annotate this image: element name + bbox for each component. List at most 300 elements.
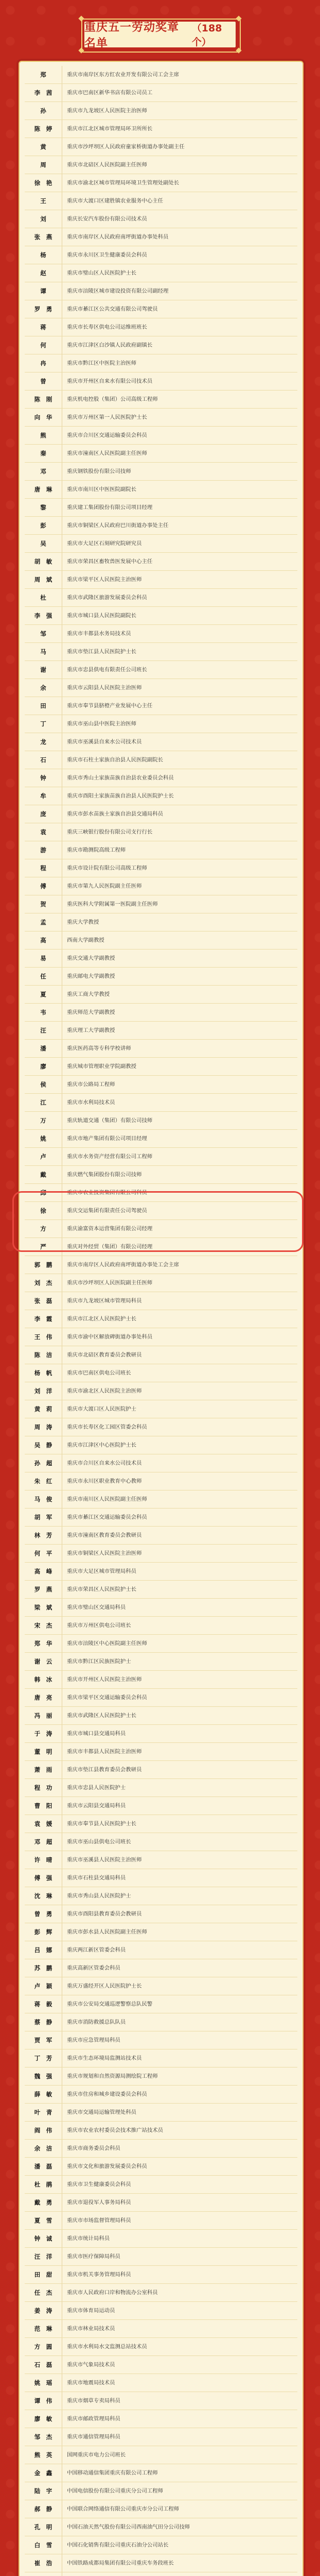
awardee-name: 程 — [25, 859, 62, 877]
list-item — [25, 1653, 297, 1671]
list-item — [25, 1058, 297, 1076]
awardee-organization: 重庆市忠县人民医院护士 — [67, 1784, 126, 1791]
awardee-name: 戴 勇 — [25, 2194, 62, 2211]
awardee-organization: 重庆市九龙坡区城市管理局科员 — [67, 1297, 142, 1304]
awardee-organization: 重庆市涪陵区中心医院副主任医师 — [67, 1640, 147, 1647]
awardee-organization: 重庆市大渡口区建胜镇农业服务中心主任 — [67, 197, 164, 204]
awardee-organization: 重庆市酉阳县教育委员会教研员 — [67, 1910, 142, 1917]
list-item — [25, 1689, 297, 1707]
list-item — [25, 1040, 297, 1058]
awardee-organization: 重庆市南岸区人民政府南坪街道办事处工会主席 — [67, 1261, 180, 1268]
list-item — [25, 950, 297, 968]
awardee-name: 朱 红 — [25, 1472, 62, 1490]
awardee-organization: 重庆理工大学副教授 — [67, 1027, 115, 1033]
awardee-name: 周 斌 — [25, 571, 62, 588]
awardee-organization: 重庆市退役军人事务局科员 — [67, 2199, 131, 2206]
awardee-name: 孟 — [25, 913, 62, 931]
awardee-name: 孔 明 — [25, 2518, 62, 2536]
awardee-name: 郑 华 — [25, 1635, 62, 1652]
awardee-organization: 西南大学副教授 — [67, 937, 104, 943]
list-item — [25, 1959, 297, 1977]
awardee-organization: 重庆师范大学副教授 — [67, 1009, 115, 1015]
list-item — [25, 427, 297, 445]
awardee-name: 刘 — [25, 210, 62, 228]
awardee-name: 程 功 — [25, 1779, 62, 1797]
awardee-organization: 重庆市黔江区民族医院护士 — [67, 1658, 131, 1665]
list-item — [25, 246, 297, 264]
list-item — [25, 1130, 297, 1148]
awardee-name: 韩 冰 — [25, 1671, 62, 1688]
awardee-name: 郝 静 — [25, 2500, 62, 2518]
awardee-name: 范 琳 — [25, 2320, 62, 2337]
awardee-organization: 重庆万盛经开区人民医院护士长 — [67, 1982, 142, 1989]
list-item — [25, 841, 297, 859]
awardee-name: 田 — [25, 697, 62, 715]
awardee-name: 张 燕 — [25, 228, 62, 246]
list-item — [25, 1617, 297, 1635]
awardee-name: 冉 — [25, 354, 62, 372]
list-item — [25, 409, 297, 427]
awardee-organization: 重庆市邮政管理局科员 — [67, 2415, 120, 2422]
awardee-name: 方 — [25, 1220, 62, 1238]
list-item — [25, 2536, 297, 2554]
list-item — [25, 174, 297, 192]
awardee-organization: 重庆市大足区城市管理局科员 — [67, 1568, 137, 1574]
list-item — [25, 553, 297, 571]
awardee-organization: 重庆市城口县交通局科员 — [67, 1730, 126, 1737]
awardee-organization: 重庆市江北区城市管理局环卫所所长 — [67, 125, 153, 132]
awardee-organization: 重庆市巫溪县自来水公司技术员 — [67, 738, 142, 745]
awardee-name: 叶 青 — [25, 2104, 62, 2121]
list-item — [25, 2230, 297, 2248]
list-item — [25, 2518, 297, 2536]
awardee-organization: 重庆市南川区人民医院副主任医师 — [67, 1496, 147, 1502]
list-item — [25, 2248, 297, 2266]
list-item — [25, 2320, 297, 2338]
list-item — [25, 1527, 297, 1545]
awardee-name: 阎 伟 — [25, 2122, 62, 2139]
list-item — [25, 787, 297, 805]
awardee-organization: 中国联合网络通信有限公司重庆市分公司工程师 — [67, 2505, 180, 2512]
list-item — [25, 192, 297, 210]
list-item — [25, 1797, 297, 1815]
awardee-name: 曹 阳 — [25, 1797, 62, 1815]
awardee-organization: 中国石油天然气股份有限公司西南油气田分公司技师 — [67, 2523, 190, 2530]
awardee-organization: 重庆市林业局技术员 — [67, 2325, 115, 2332]
awardee-name: 杜 — [25, 589, 62, 606]
list-item — [25, 2176, 297, 2194]
awardee-name: 丁 芳 — [25, 2049, 62, 2067]
list-item — [25, 1382, 297, 1400]
awardee-name: 任 杰 — [25, 2284, 62, 2301]
awardee-name: 董 明 — [25, 1743, 62, 1760]
honor-list — [25, 66, 297, 2576]
awardee-organization: 重庆工商大学教授 — [67, 991, 110, 997]
awardee-name: 胡 敏 — [25, 553, 62, 570]
list-item — [25, 1148, 297, 1166]
awardee-name: 陆 宇 — [25, 2482, 62, 2500]
awardee-organization: 重庆市江津区白沙镇人民政府副镇长 — [67, 342, 153, 348]
awardee-organization: 重庆市璧山区人民医院护士长 — [67, 269, 137, 276]
list-item — [25, 2266, 297, 2284]
awardee-organization: 重庆交通大学副教授 — [67, 955, 115, 961]
list-item — [25, 2067, 297, 2086]
awardee-organization: 重庆市市场监督管理局科员 — [67, 2217, 131, 2224]
list-item — [25, 1418, 297, 1436]
list-item — [25, 769, 297, 787]
list-item — [25, 1112, 297, 1130]
list-item — [25, 733, 297, 751]
awardee-organization: 重庆市烟草专卖局科员 — [67, 2397, 120, 2404]
list-item — [25, 877, 297, 895]
list-item — [25, 1905, 297, 1923]
awardee-organization: 重庆市忠县供电有限责任公司班长 — [67, 666, 147, 673]
awardee-organization: 重庆市北碚区教育委员会教研员 — [67, 1351, 142, 1358]
awardee-organization: 重庆市江津区中心医院护士长 — [67, 1442, 137, 1448]
awardee-organization: 重庆市开州区自来水有限公司技术员 — [67, 378, 153, 384]
awardee-organization: 重庆市武隆区旅游发展委员会科员 — [67, 594, 147, 601]
list-item — [25, 1581, 297, 1599]
awardee-organization: 重庆市云阳县交通局科员 — [67, 1802, 126, 1809]
list-item — [25, 463, 297, 481]
awardee-name: 何 平 — [25, 1545, 62, 1562]
awardee-name: 曾 勇 — [25, 1905, 62, 1923]
list-item — [25, 156, 297, 174]
awardee-organization: 中国铁路成都局集团有限公司重庆车务段班长 — [67, 2560, 174, 2566]
awardee-name: 邓 — [25, 463, 62, 480]
list-item — [25, 1364, 297, 1382]
list-item — [25, 1779, 297, 1797]
awardee-organization: 重庆市城口县人民医院副院长 — [67, 612, 137, 619]
awardee-name: 袁 媛 — [25, 1815, 62, 1833]
list-item — [25, 2500, 297, 2518]
awardee-name: 唐 亮 — [25, 1689, 62, 1706]
awardee-organization: 重庆市永川区职业教育中心教师 — [67, 1478, 142, 1484]
awardee-organization: 重庆市勘测院高级工程师 — [67, 846, 126, 853]
list-item — [25, 300, 297, 318]
awardee-organization: 重庆市酉阳土家族苗族自治县人民医院护士长 — [67, 792, 174, 799]
awardee-name: 钟 诚 — [25, 2230, 62, 2247]
awardee-name: 胡 军 — [25, 1509, 62, 1526]
list-item — [25, 2158, 297, 2176]
awardee-name: 张 磊 — [25, 1292, 62, 1310]
list-item — [25, 499, 297, 517]
awardee-organization: 重庆市南川区中医医院副院长 — [67, 486, 137, 493]
awardee-organization: 重庆市潼南区人民医院副主任医师 — [67, 450, 147, 456]
awardee-organization: 中国石化销售有限公司重庆石油分公司站长 — [67, 2541, 169, 2548]
awardee-name: 熊 — [25, 427, 62, 444]
awardee-organization: 重庆市生态环境局监测站技术员 — [67, 2055, 142, 2061]
list-item — [25, 1977, 297, 1995]
list-item — [25, 823, 297, 841]
awardee-name: 秦 — [25, 445, 62, 462]
list-item — [25, 2482, 297, 2500]
awardee-name: 田 甜 — [25, 2266, 62, 2283]
awardee-name: 熊 英 — [25, 2446, 62, 2464]
awardee-name: 卢 颖 — [25, 1977, 62, 1995]
list-item — [25, 445, 297, 463]
awardee-name: 蒋 毅 — [25, 1995, 62, 2013]
awardee-name: 易 — [25, 950, 62, 967]
awardee-name: 侯 — [25, 1076, 62, 1093]
list-item — [25, 2572, 297, 2576]
list-item — [25, 1761, 297, 1779]
awardee-name: 郭 鹏 — [25, 1256, 62, 1274]
awardee-organization: 重庆市铜梁区人民医院主治医师 — [67, 1550, 142, 1556]
awardee-organization: 重庆燃气集团股份有限公司技师 — [67, 1171, 142, 1178]
awardee-name: 杨 帆 — [25, 1364, 62, 1382]
awardee-organization: 重庆轨道交通（集团）有限公司技师 — [67, 1117, 153, 1124]
list-item — [25, 1995, 297, 2013]
awardee-name: 王 伟 — [25, 1328, 62, 1346]
awardee-name: 邹 杰 — [25, 2428, 62, 2446]
awardee-name: 牟 — [25, 787, 62, 805]
awardee-name: 江 — [25, 1094, 62, 1111]
list-item — [25, 625, 297, 643]
list-item — [25, 931, 297, 950]
list-item — [25, 228, 297, 246]
list-item — [25, 2212, 297, 2230]
awardee-organization: 重庆市潼南区教育委员会教研员 — [67, 1532, 142, 1538]
awardee-name: 任 — [25, 968, 62, 985]
awardee-name: 余 洁 — [25, 2140, 62, 2157]
list-item — [25, 138, 297, 156]
awardee-name: 白 雪 — [25, 2536, 62, 2554]
list-item — [25, 1256, 297, 1274]
awardee-organization: 重庆市合川区交通运输委员会科员 — [67, 432, 147, 438]
awardee-organization: 重庆市卫生健康委员会科员 — [67, 2181, 131, 2188]
awardee-organization: 重庆市水利局水文监测总站技术员 — [67, 2343, 147, 2350]
list-item — [25, 481, 297, 499]
awardee-name: 杜 鹃 — [25, 2176, 62, 2193]
awardee-organization: 重庆市农业农村委员会技术推广站技术员 — [67, 2127, 164, 2133]
awardee-organization: 重庆市渝中区解放碑街道办事处科员 — [67, 1333, 153, 1340]
awardee-organization: 重庆市綦江区交通运输委员会科员 — [67, 1514, 147, 1520]
awardee-name: 蒋 — [25, 318, 62, 336]
list-item — [25, 2302, 297, 2320]
list-item — [25, 66, 297, 84]
title-count: （188个） — [191, 23, 222, 48]
awardee-organization: 重庆市规划和自然资源局测绘院工程师 — [67, 2073, 158, 2079]
awardee-organization: 中国电信股份有限公司重庆分公司工程师 — [67, 2487, 164, 2494]
awardee-organization: 重庆城市管理职业学院副教授 — [67, 1063, 137, 1070]
list-item — [25, 968, 297, 986]
awardee-name: 梁 斌 — [25, 1599, 62, 1616]
list-item — [25, 1815, 297, 1833]
list-item — [25, 210, 297, 228]
awardee-organization: 重庆渝富资本运营集团有限公司经理 — [67, 1225, 153, 1232]
awardee-name: 黄 莉 — [25, 1400, 62, 1418]
awardee-name: 萧 雨 — [25, 1761, 62, 1778]
awardee-organization: 重庆市巴南区供电公司班长 — [67, 1369, 131, 1376]
awardee-name: 王 — [25, 192, 62, 210]
awardee-name: 余 — [25, 679, 62, 697]
awardee-organization: 重庆市奉节县脐橙产业发展中心主任 — [67, 702, 153, 709]
list-item — [25, 2446, 297, 2464]
awardee-organization: 重庆市荣昌区畜牧兽医发展中心主任 — [67, 558, 153, 565]
list-item — [25, 1220, 297, 1238]
awardee-name: 汪 洋 — [25, 2248, 62, 2265]
awardee-name: 陈 刚 — [25, 391, 62, 408]
awardee-name: 姚 — [25, 1130, 62, 1147]
awardee-organization: 重庆医科大学附属第一医院副主任医师 — [67, 901, 158, 907]
awardee-organization: 重庆市公路局工程师 — [67, 1081, 115, 1088]
awardee-organization: 重庆市秀山县人民医院护士 — [67, 1892, 131, 1899]
awardee-organization: 重庆市机关事务管理局科员 — [67, 2271, 131, 2278]
awardee-name — [25, 2572, 62, 2576]
awardee-organization: 重庆市长寿区供电公司运维班班长 — [67, 324, 147, 330]
list-item — [25, 1004, 297, 1022]
list-item — [25, 1202, 297, 1220]
list-item — [25, 697, 297, 715]
awardee-name: 蔡 静 — [25, 2013, 62, 2031]
awardee-name: 游 — [25, 841, 62, 859]
awardee-organization: 重庆市巫山县中医院主治医师 — [67, 720, 137, 727]
awardee-name: 严 — [25, 1238, 62, 1256]
awardee-organization: 重庆市统计局科员 — [67, 2235, 110, 2242]
awardee-organization: 重庆市北碚区人民医院副主任医师 — [67, 161, 147, 168]
list-item — [25, 1869, 297, 1887]
awardee-organization: 国网重庆市电力公司班长 — [67, 2451, 126, 2458]
honor-list-panel — [19, 61, 304, 2576]
list-item — [25, 2104, 297, 2122]
awardee-name: 廖 — [25, 1058, 62, 1075]
list-item — [25, 913, 297, 931]
awardee-name: 傅 — [25, 877, 62, 895]
list-item — [25, 805, 297, 823]
awardee-name: 戴 — [25, 1166, 62, 1183]
awardee-organization: 重庆市巫溪县人民医院主治医师 — [67, 1856, 142, 1863]
list-item — [25, 1599, 297, 1617]
list-item — [25, 679, 297, 697]
awardee-name: 刘 洋 — [25, 1382, 62, 1400]
list-item — [25, 282, 297, 300]
list-item — [25, 354, 297, 372]
list-item — [25, 1923, 297, 1941]
awardee-name: 方 圆 — [25, 2338, 62, 2355]
title-box — [84, 21, 236, 50]
awardee-organization: 重庆邮电大学副教授 — [67, 973, 115, 979]
awardee-organization: 重庆机电控股（集团）公司高级工程师 — [67, 396, 158, 402]
awardee-organization: 重庆大学教授 — [67, 919, 99, 925]
awardee-name: 周 — [25, 156, 62, 174]
awardee-name: 薛 敏 — [25, 2086, 62, 2103]
list-item — [25, 535, 297, 553]
awardee-organization: 重庆市文化和旅游发展委员会科员 — [67, 2163, 147, 2170]
awardee-name: 刘 杰 — [25, 1274, 62, 1292]
list-item — [25, 2031, 297, 2049]
list-item — [25, 2464, 297, 2482]
awardee-organization: 重庆市万州区供电公司班长 — [67, 1622, 131, 1629]
awardee-organization: 重庆市丰都县水务局技术员 — [67, 630, 131, 637]
list-item — [25, 391, 297, 409]
awardee-organization: 重庆市秀山土家族苗族自治县农业委员会科员 — [67, 774, 174, 781]
list-item — [25, 1743, 297, 1761]
list-item — [25, 1563, 297, 1581]
awardee-name: 谭 — [25, 282, 62, 300]
list-item — [25, 2086, 297, 2104]
awardee-name: 万 — [25, 1112, 62, 1129]
list-item — [25, 571, 297, 589]
awardee-name: 李 茜 — [25, 84, 62, 101]
list-item — [25, 2284, 297, 2302]
awardee-name: 廖 敏 — [25, 2410, 62, 2428]
awardee-name: 赵 — [25, 264, 62, 282]
awardee-name: 吕 娜 — [25, 1941, 62, 1959]
list-item — [25, 1725, 297, 1743]
awardee-organization: 重庆市长寿区化工园区管委会科员 — [67, 1423, 147, 1430]
awardee-name: 李 强 — [25, 607, 62, 624]
awardee-name: 谭 伟 — [25, 2392, 62, 2410]
awardee-organization: 重庆三峡银行股份有限公司支行行长 — [67, 828, 153, 835]
awardee-name: 潘 磊 — [25, 2158, 62, 2175]
awardee-name: 苏 鹏 — [25, 1959, 62, 1977]
list-item — [25, 517, 297, 535]
awardee-organization: 重庆市奉节县人民医院护士长 — [67, 1820, 137, 1827]
list-item — [25, 1941, 297, 1959]
awardee-organization: 重庆市南岸区东方红农业开发有限公司工会主席 — [67, 71, 180, 78]
list-item — [25, 859, 297, 877]
list-item — [25, 1274, 297, 1292]
list-item — [25, 336, 297, 354]
list-item — [25, 1328, 297, 1346]
awardee-organization: 重庆市人民政府口岸和物流办公室科员 — [67, 2289, 158, 2296]
awardee-name: 李 霞 — [25, 1310, 62, 1328]
list-item — [25, 372, 297, 391]
list-item — [25, 2140, 297, 2158]
awardee-organization: 重庆市云阳县人民医院主治医师 — [67, 684, 142, 691]
list-item — [25, 1887, 297, 1905]
awardee-name: 唐 琳 — [25, 481, 62, 498]
awardee-organization: 重庆两江新区管委会科员 — [67, 1946, 126, 1953]
awardee-organization: 重庆市巫山县供电公司班长 — [67, 1838, 131, 1845]
awardee-organization: 重庆市大足区石刻研究院研究员 — [67, 540, 142, 547]
awardee-name: 宋 杰 — [25, 1617, 62, 1634]
awardee-name: 邱 — [25, 1184, 62, 1201]
awardee-name: 傅 强 — [25, 1869, 62, 1887]
list-item — [25, 1490, 297, 1509]
awardee-organization: 重庆市梁平区人民医院主治医师 — [67, 576, 142, 583]
awardee-organization: 重庆市梁平区交通运输委员会科员 — [67, 1694, 147, 1701]
awardee-name: 高 — [25, 931, 62, 949]
list-item — [25, 1671, 297, 1689]
awardee-name: 龙 — [25, 733, 62, 751]
awardee-name: 罗 勇 — [25, 300, 62, 318]
awardee-name: 金 鑫 — [25, 2464, 62, 2482]
awardee-organization: 重庆市设计院有限公司高级工程师 — [67, 865, 147, 871]
awardee-organization: 重庆市医疗保障局科员 — [67, 2253, 120, 2260]
list-item — [25, 1436, 297, 1454]
awardee-organization: 重庆市江北区人民医院护士长 — [67, 1315, 137, 1322]
awardee-name: 徐 艳 — [25, 174, 62, 192]
list-item — [25, 1509, 297, 1527]
list-item — [25, 1292, 297, 1310]
awardee-name: 冯 丽 — [25, 1707, 62, 1724]
awardee-organization: 重庆市消防救援总队队员 — [67, 2019, 126, 2025]
list-item — [25, 1472, 297, 1490]
awardee-name: 钟 — [25, 769, 62, 787]
list-item — [25, 102, 297, 120]
awardee-organization: 重庆市武隆区人民医院护士长 — [67, 1712, 137, 1719]
awardee-name: 卢 — [25, 1148, 62, 1165]
awardee-name: 杨 — [25, 246, 62, 264]
awardee-organization: 重庆市合川区自来水公司技术员 — [67, 1460, 142, 1466]
awardee-organization: 重庆市大渡口区人民医院护士 — [67, 1405, 137, 1412]
list-item — [25, 1851, 297, 1869]
awardee-organization: 重庆市商务委员会科员 — [67, 2145, 120, 2151]
awardee-organization: 重庆高新区管委会科员 — [67, 1964, 120, 1971]
awardee-name: 吴 静 — [25, 1436, 62, 1454]
